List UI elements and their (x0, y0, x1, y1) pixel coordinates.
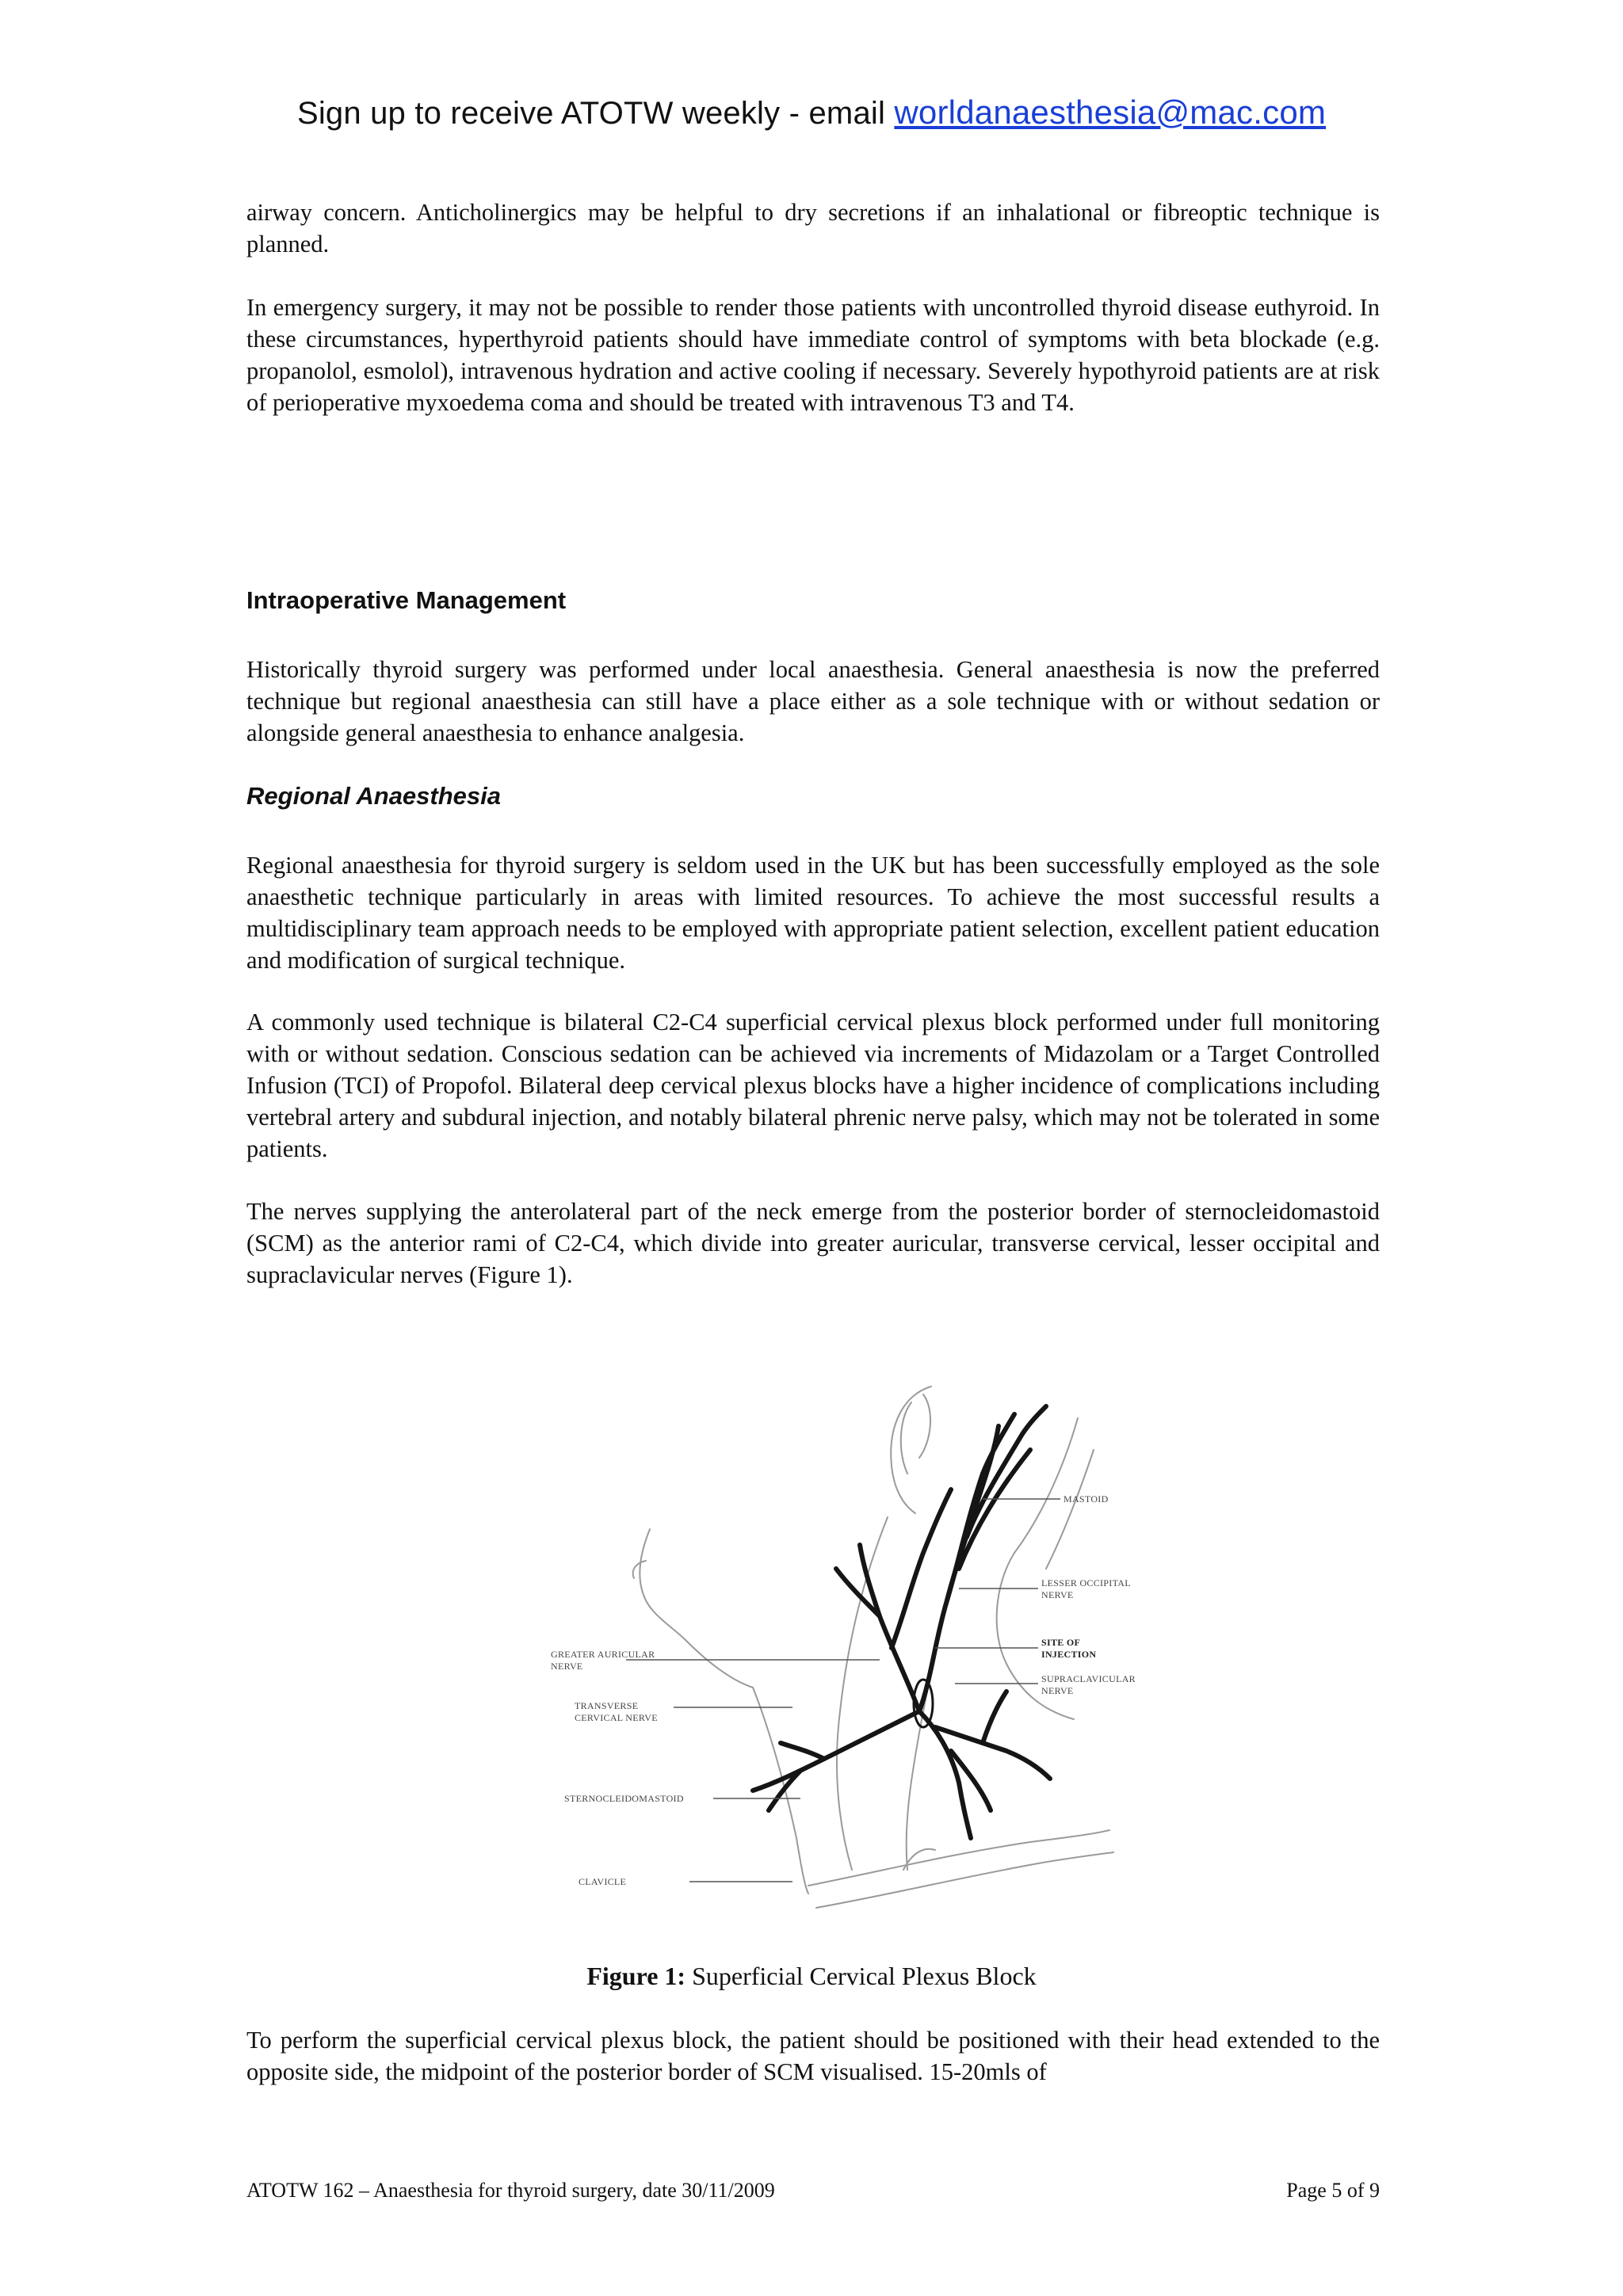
paragraph-historically: Historically thyroid surgery was performed under local anaesthesia. General anaesthesia is now the preferred technique but regional anaesthesia can still have a place either as a sole technique with or without sedation or alongside general anaesthesia to enhance analgesia. (246, 656, 1380, 746)
transverse-cervical-branch-1 (781, 1743, 824, 1759)
clavicle-upper (808, 1830, 1109, 1886)
cervical-plexus-illustration (491, 1379, 1136, 1933)
footer-document-info: ATOTW 162 – Anaesthesia for thyroid surgery, date 30/11/2009 (246, 2179, 775, 2202)
label-lesser-occipital-line1: LESSER OCCIPITAL (1041, 1577, 1131, 1589)
transverse-cervical-nerve (753, 1711, 919, 1791)
footer-page-number: Page 5 of 9 (1286, 2179, 1380, 2202)
subheading-regional-anaesthesia: Regional Anaesthesia (246, 782, 502, 810)
label-clavicle: CLAVICLE (579, 1876, 627, 1887)
paragraph-emergency: In emergency surgery, it may not be possible to render those patients with uncontrolled thyroid disease euthyroid. In these circumstances, hyperthyroid patients should have immediate control of symptoms with beta blockade (e.g. propanolol, esmolol), intravenous hydration and active cooling if necessary. Severely hypothyroid patients are at risk of perioperative myxoedema coma and should be treated with intravenous T3 and T4. (246, 294, 1380, 416)
figure-caption (0, 1962, 1623, 1991)
email-link[interactable]: worldanaesthesia@mac.com (894, 93, 1327, 131)
signup-text: Sign up to receive ATOTW weekly - email (296, 96, 895, 131)
nerve-branches (753, 1406, 1050, 1838)
paragraph-regional: Regional anaesthesia for thyroid surgery is seldom used in the UK but has been successfully employed as the sole anaesthetic technique particularly in areas with limited resources. To achieve the most successful results a multidisciplinary team approach needs to be employed with appropriate patient selection, excellent patient education and modification of surgical technique. (246, 852, 1380, 974)
paragraph-nerves: The nerves supplying the anterolateral part of the neck emerge from the posterior border of sternocleidomastoid (SCM) as the anterior rami of C2-C4, which divide into greater auricular, transverse cervical, lesser occipital and supraclavicular nerves (Figure 1). (246, 1198, 1380, 1288)
label-supraclavicular-line1: SUPRACLAVICULAR (1041, 1673, 1136, 1684)
label-transverse-cervical-line1: TRANSVERSE (575, 1700, 639, 1711)
paragraph-commonly-used: A commonly used technique is bilateral C2-C4 superficial cervical plexus block performed under full monitoring with or without sedation. Conscious sedation can be achieved via increments of Midazolam or a Target Controlled Infusion (TCI) of Propofol. Bilateral deep cervical plexus blocks have a higher incidence of complications including vertebral artery and subdural injection, and notably bilateral phrenic nerve palsy, which may not be tolerated in some patients. (246, 1009, 1380, 1162)
signup-banner (0, 93, 1623, 132)
label-greater-auricular-line1: GREATER AURICULAR (551, 1649, 655, 1660)
figure-cervical-plexus (491, 1379, 1136, 1933)
ear-inner (901, 1402, 911, 1474)
scm-anterior-border (837, 1517, 888, 1870)
label-sternocleidomastoid: STERNOCLEIDOMASTOID (564, 1793, 684, 1804)
trapezius-outline (1046, 1450, 1094, 1569)
label-site-of-injection-line1: SITE OF (1041, 1637, 1081, 1648)
paragraph-airway: airway concern. Anticholinergics may be helpful to dry secretions if an inhalational or fibreoptic technique is planned. (246, 199, 1380, 257)
label-greater-auricular-line2: NERVE (551, 1661, 583, 1672)
supraclavicular-branch-upper (983, 1691, 1006, 1743)
label-supraclavicular-line2: NERVE (1041, 1685, 1074, 1696)
ear-outline (891, 1386, 931, 1513)
figure-caption-text: Superficial Cervical Plexus Block (685, 1962, 1037, 1990)
label-site-of-injection-line2: INJECTION (1041, 1649, 1097, 1660)
label-mastoid: MASTOID (1064, 1493, 1109, 1505)
label-lesser-occipital-line2: NERVE (1041, 1589, 1074, 1600)
section-heading-intraoperative: Intraoperative Management (246, 586, 567, 614)
clavicle-lower (816, 1852, 1113, 1908)
label-transverse-cervical-line2: CERVICAL NERVE (575, 1712, 658, 1723)
ear-fold (919, 1394, 930, 1458)
paragraph-perform-block: To perform the superficial cervical plexus block, the patient should be positioned with their head extended to the opposite side, the midpoint of the posterior border of SCM visualised. 15-20mls of (246, 2027, 1380, 2085)
figure-caption-number: Figure 1: (586, 1962, 686, 1990)
chin-outline (640, 1529, 753, 1688)
